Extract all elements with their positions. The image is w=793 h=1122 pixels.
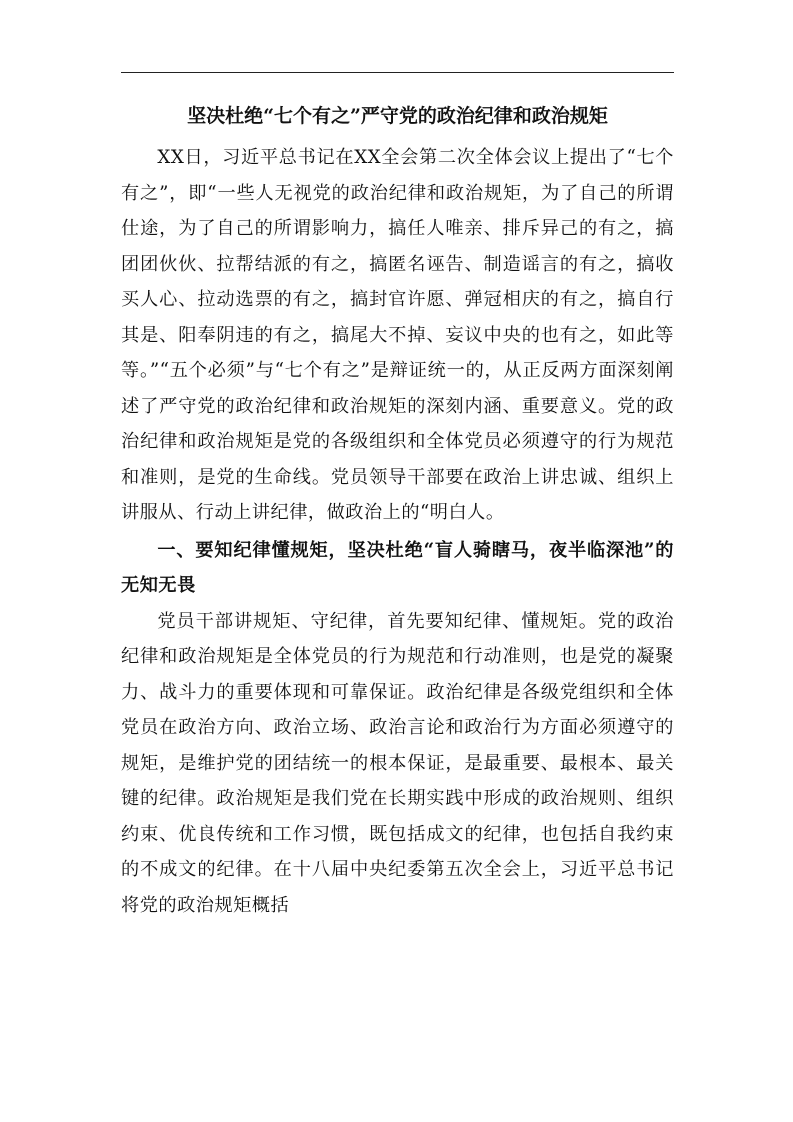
document-title: 坚决杜绝“七个有之”严守党的政治纪律和政治规矩	[187, 105, 608, 127]
header-rule	[121, 72, 674, 73]
section-paragraph: 党员干部讲规矩、守纪律，首先要知纪律、懂规矩。党的政治纪律和政治规矩是全体党员的行为规范和行动准则，也是党的凝聚力、战斗力的重要体现和可靠保证。政治纪律是各级党组织和全体党员在政治方向、政治立场、政治言论和政治行为方面必须遵守的规矩，是维护党的团结统一的根本保证，是最重要、最根本、最关键的纪律。政治规矩是我们党在长期实践中形成的政治规则、组织约束、优良传统和工作习惯，既包括成文的纪律，也包括自我约束的不成文的纪律。在十八届中央纪委第五次全会上，习近平总书记将党的政治规矩概括	[121, 610, 674, 916]
document-body	[121, 96, 674, 923]
section-heading: 一、要知纪律懂规矩，坚决杜绝“盲人骑瞎马，夜半临深池”的无知无畏	[121, 539, 674, 596]
intro-paragraph: XX日，习近平总书记在XX全会第二次全体会议上提出了“七个有之”，即“一些人无视党的政治纪律和政治规矩，为了自己的所谓仕途，为了自己的所谓影响力，搞任人唯亲、排斥异己的有之，搞团团伙伙、拉帮结派的有之，搞匿名诬告、制造谣言的有之，搞收买人心、拉动选票的有之，搞封官许愿、弹冠相庆的有之，搞自行其是、阳奉阴违的有之，搞尾大不掉、妄议中央的也有之，如此等等。”“五个必须”与“七个有之”是辩证统一的，从正反两方面深刻阐述了严守党的政治纪律和政治规矩的深刻内涵、重要意义。党的政治纪律和政治规矩是党的各级组织和全体党员必须遵守的行为规范和准则，是党的生命线。党员领导干部要在政治上讲忠诚、组织上讲服从、行动上讲纪律，做政治上的“明白人。	[121, 147, 674, 523]
